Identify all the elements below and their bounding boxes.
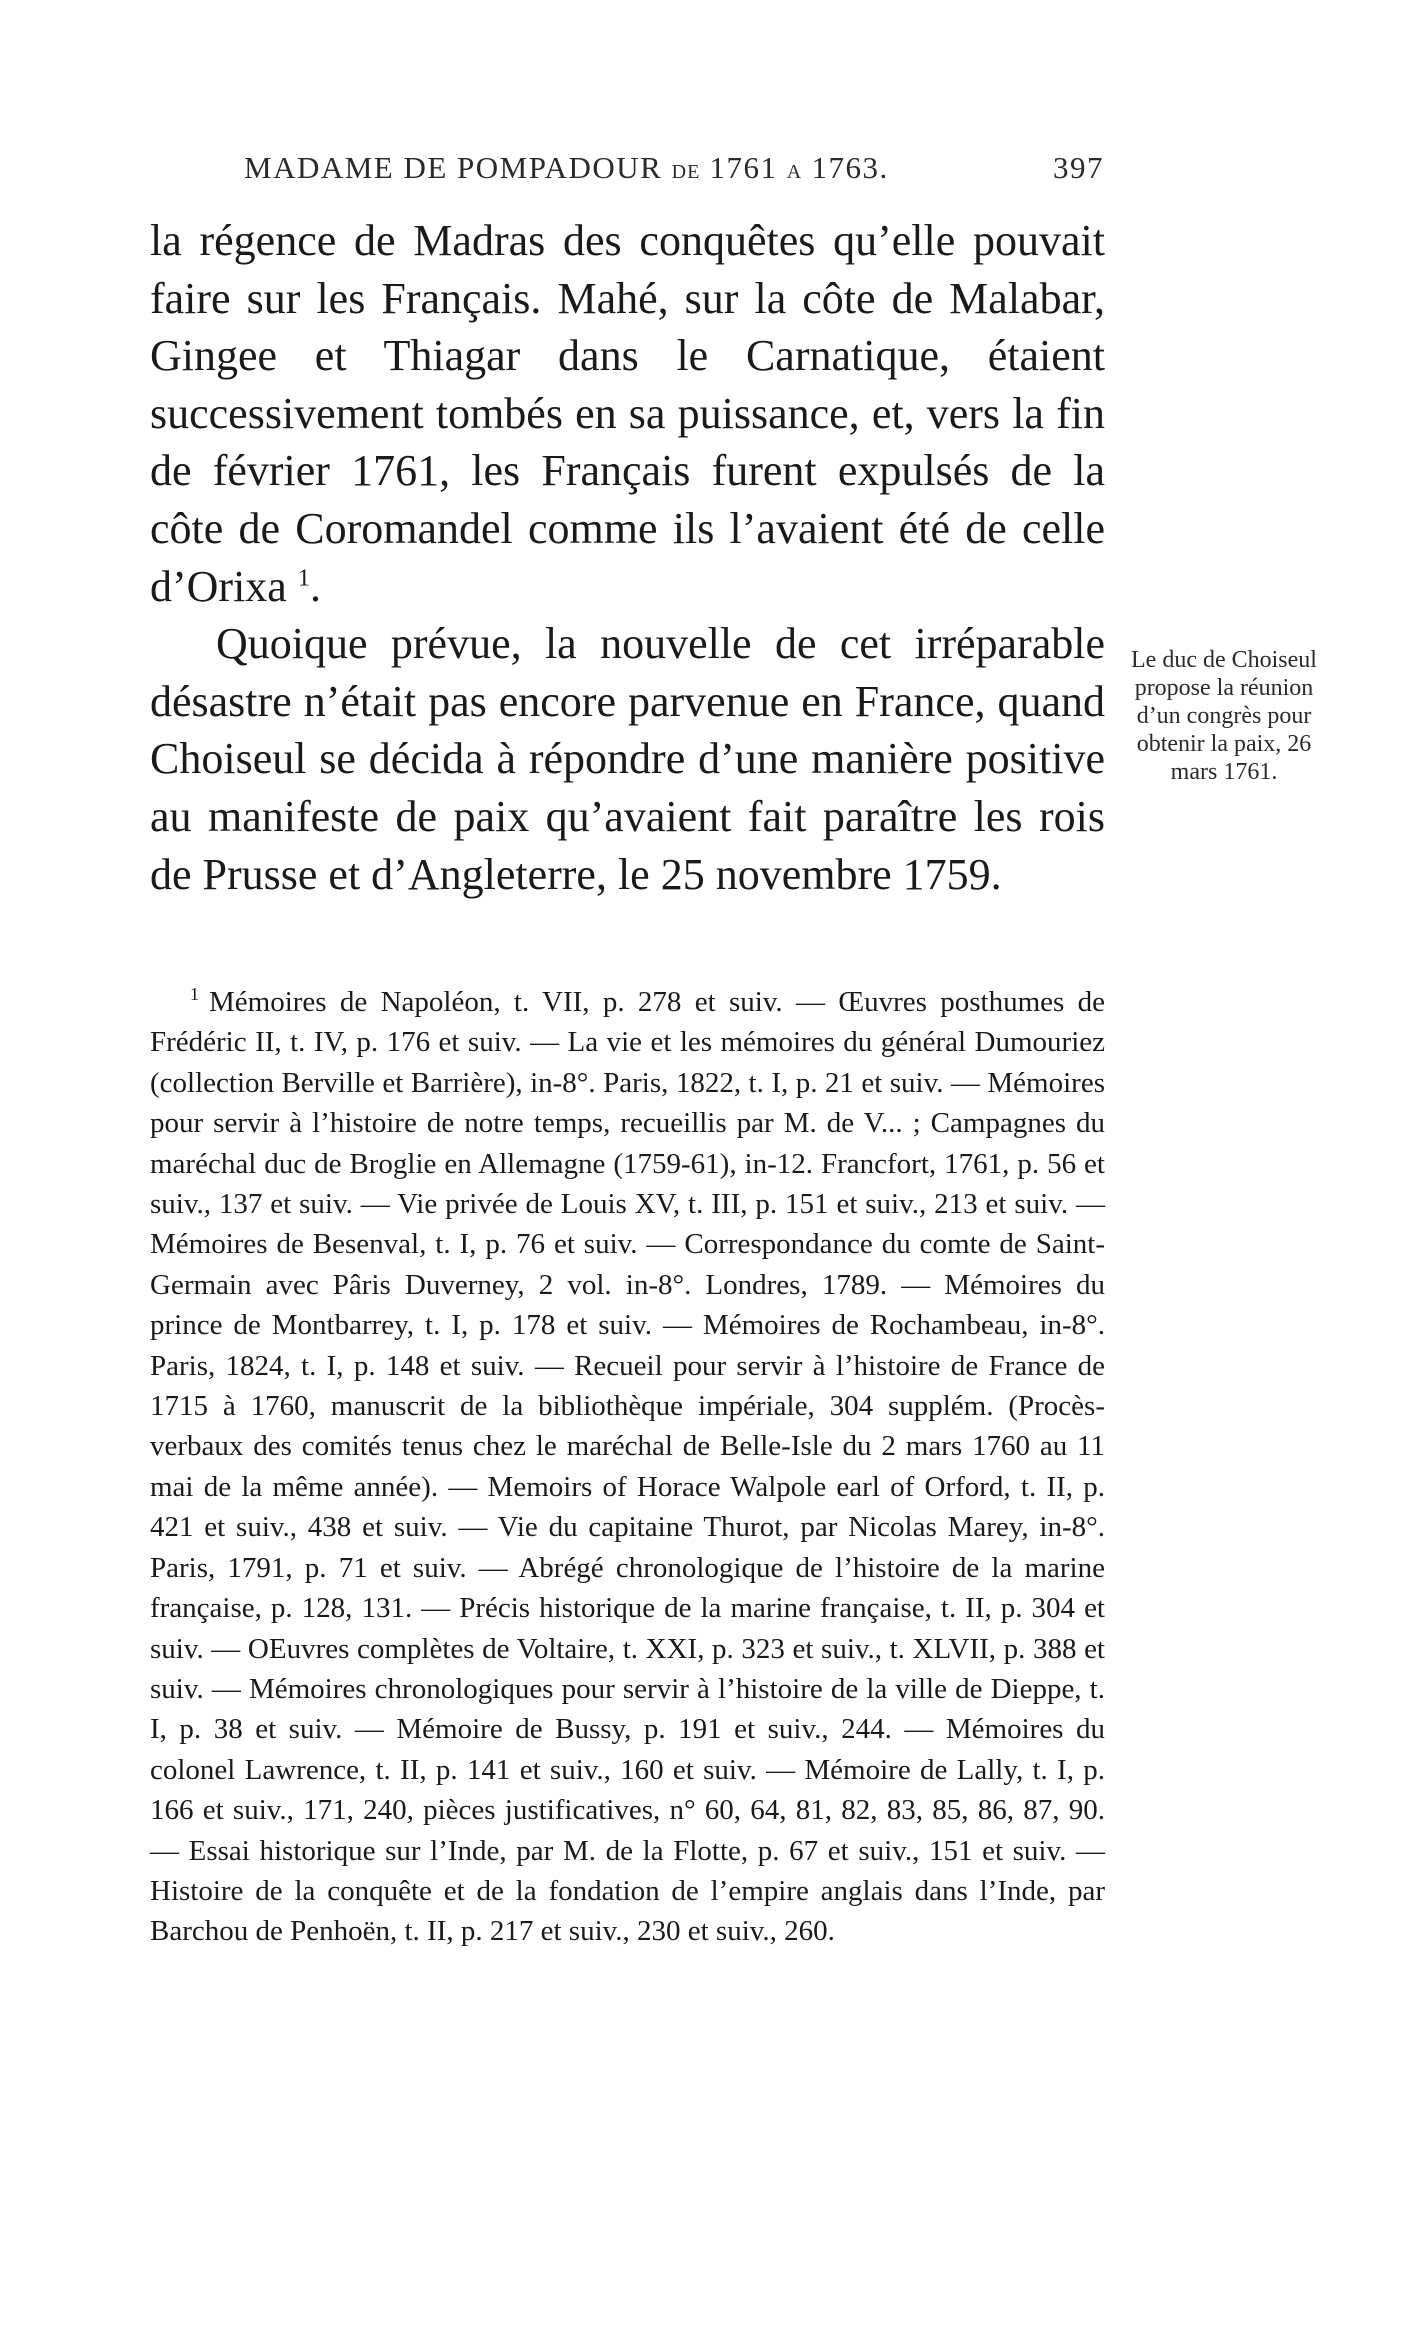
- footnote-paragraph: [150, 982, 1105, 1952]
- running-title: [244, 150, 889, 186]
- main-text: [150, 212, 1105, 903]
- paragraph-2: Quoique prévue, la nouvelle de cet irréparable désastre n’était pas encore parvenue en France, quand Choiseul se décida à répondre d’une manière positive au manifeste de paix qu’avaient fait paraître les rois de Prusse et d’Angleterre, le 25 novembre 1759.: [150, 619, 1105, 899]
- footnote-reference: 1: [297, 563, 310, 591]
- running-title-a: A: [786, 161, 803, 183]
- running-title-year-end: 1763.: [811, 150, 889, 185]
- running-title-de: DE: [671, 161, 701, 183]
- running-header: [244, 150, 1104, 194]
- margin-note: Le duc de Choiseul propose la réunion d’un congrès pour obtenir la paix, 26 mars 1761.: [1131, 647, 1317, 785]
- running-title-year-start: 1761: [709, 150, 778, 185]
- footnote: [150, 982, 1105, 1952]
- running-title-main: MADAME DE POMPADOUR: [244, 150, 663, 185]
- footnote-text: Mémoires de Napoléon, t. VII, p. 278 et suiv. — Œuvres posthumes de Frédéric II, t. IV, p. 176 et suiv. — La vie et les mémoires du général Dumouriez (collection Berville et Barrière), in-8°. Paris, 1822, t. I, p. 21 et suiv. — Mémoires pour servir à l’histoire de notre temps, recueillis par M. de V... ; Campagnes du maréchal duc de Broglie en Allemagne (1759-61), in-12. Francfort, 1761, p. 56 et suiv., 137 et suiv. — Vie privée de Louis XV, t. III, p. 151 et suiv., 213 et suiv. — Mémoires de Besenval, t. I, p. 76 et suiv. — Correspondance du comte de Saint-Germain avec Pâris Duverney, 2 vol. in-8°. Londres, 1789. — Mémoires du prince de Montbarrey, t. I, p. 178 et suiv. — Mémoires de Rochambeau, in-8°. Paris, 1824, t. I, p. 148 et suiv. — Recueil pour servir à l’histoire de France de 1715 à 1760, manuscrit de la bibliothèque impériale, 304 supplém. (Procès-verbaux des comités tenus chez le maréchal de Belle-Isle du 2 mars 1760 au 11 mai de la même année). — Memoirs of Horace Walpole earl of Orford, t. II, p. 421 et suiv., 438 et suiv. — Vie du capitaine Thurot, par Nicolas Marey, in-8°. Paris, 1791, p. 71 et suiv. — Abrégé chronologique de l’histoire de la marine française, p. 128, 131. — Précis historique de la marine française, t. II, p. 304 et suiv. — OEuvres complètes de Voltaire, t. XXI, p. 323 et suiv., t. XLVII, p. 388 et suiv. — Mémoires chronologiques pour servir à l’histoire de la ville de Dieppe, t. I, p. 38 et suiv. — Mémoire de Bussy, p. 191 et suiv., 244. — Mémoires du colonel Lawrence, t. II, p. 141 et suiv., 160 et suiv. — Mémoire de Lally, t. I, p. 166 et suiv., 171, 240, pièces justificatives, n° 60, 64, 81, 82, 83, 85, 86, 87, 90. — Essai historique sur l’Inde, par M. de la Flotte, p. 67 et suiv., 151 et suiv. — Histoire de la conquête et de la fondation de l’empire anglais dans l’Inde, par Barchou de Penhoën, t. II, p. 217 et suiv., 230 et suiv., 260.: [150, 986, 1105, 1948]
- paragraph-1-text: la régence de Madras des conquêtes qu’elle pouvait faire sur les Français. Mahé, sur la côte de Malabar, Gingee et Thiagar dans le Carnatique, étaient successivement tombés en sa puissance, et, vers la fin de février 1761, les Français furent expulsés de la côte de Coromandel comme ils l’avaient été de celle d’Orixa: [150, 216, 1105, 611]
- paragraph-1-end: .: [309, 561, 321, 611]
- page-number: 397: [1053, 150, 1104, 185]
- footnote-marker: 1: [190, 984, 199, 1005]
- paragraph-1: [150, 212, 1105, 615]
